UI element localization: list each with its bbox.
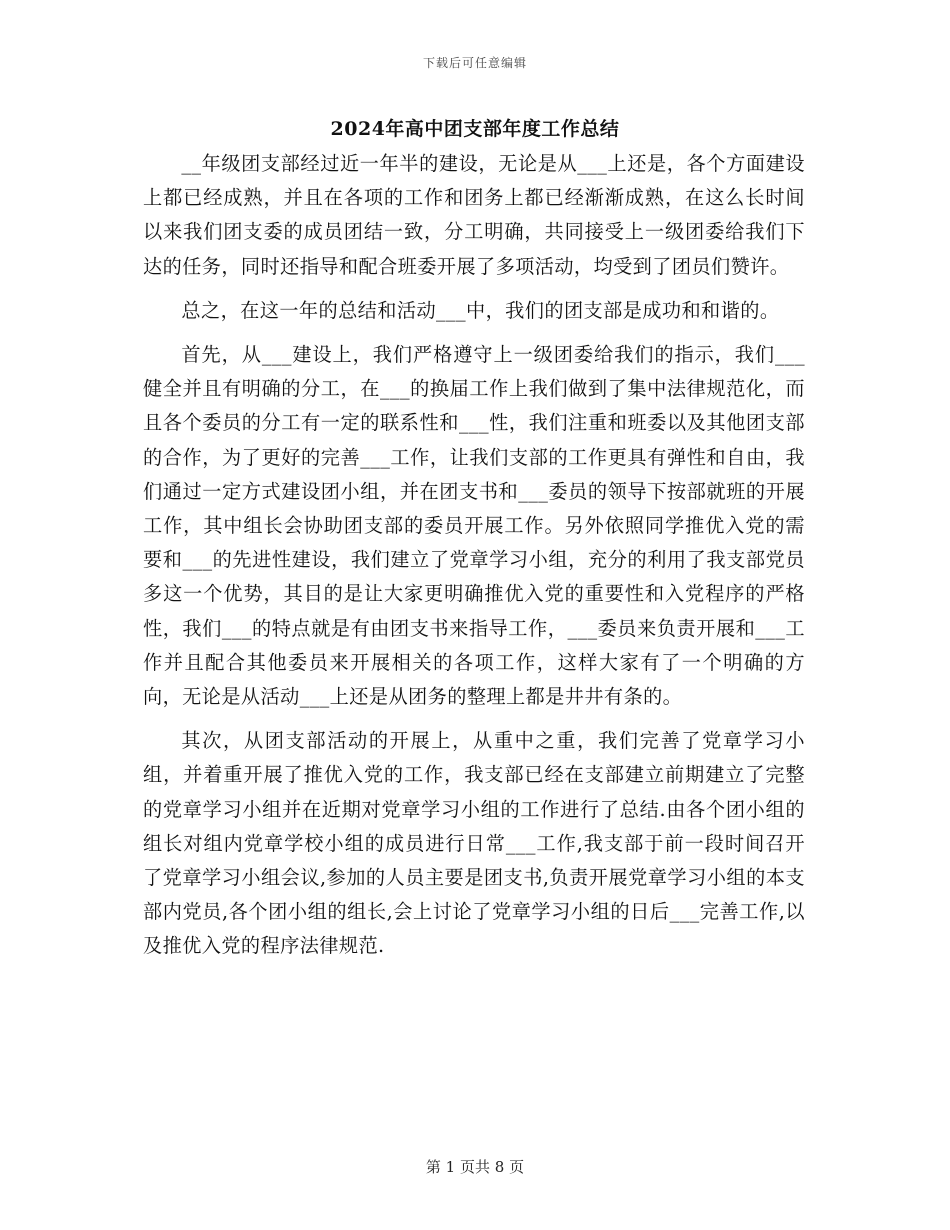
paragraph-3: 首先，从___建设上，我们严格遵守上一级团委给我们的指示，我们___健全并且有明确的分工，在___的换届工作上我们做到了集中法律规范化，而且各个委员的分工有一定的联系性和___性，我们注重和班委以及其他团支部的合作，为了更好的完善___工作，让我们支部的工作更具有弹性和自由，我们通过一定方式建设团小组，并在团支书和___委员的领导下按部就班的开展工作，其中组长会协助团支部的委员开展工作。另外依照同学推优入党的需要和___的先进性建设，我们建立了党章学习小组，充分的利用了我支部党员多这一个优势，其目的是让大家更明确推优入党的重要性和入党程序的严格性，我们___的特点就是有由团支书来指导工作，___委员来负责开展和___工作并且配合其他委员来开展相关的各项工作，这样大家有了一个明确的方向，无论是从活动___上还是从团务的整理上都是井井有条的。	[143, 343, 805, 709]
paragraph-2: 总之，在这一年的总结和活动___中，我们的团支部是成功和和谐的。	[181, 298, 780, 322]
document-title: 2024年高中团支部年度工作总结	[330, 118, 620, 140]
page-number: 第 1 页共 8 页	[425, 1158, 525, 1176]
paragraph-1: __年级团支部经过近一年半的建设，无论是从___上还是，各个方面建设上都已经成熟，并且在各项的工作和团务上都已经渐渐成熟，在这么长时间以来我们团支委的成员团结一致，分工明确，共同接受上一级团委给我们下达的任务，同时还指导和配合班委开展了多项活动，均受到了团员们赞许。	[143, 152, 805, 278]
paragraph-4: 其次，从团支部活动的开展上，从重中之重，我们完善了党章学习小组，并着重开展了推优入党的工作，我支部已经在支部建立前期建立了完整的党章学习小组并在近期对党章学习小组的工作进行了总结.由各个团小组的组长对组内党章学校小组的成员进行日常___工作,我支部于前一段时间召开了党章学习小组会议,参加的人员主要是团支书,负责开展党章学习小组的本支部内党员,各个团小组的组长,会上讨论了党章学习小组的日后___完善工作,以及推优入党的程序法律规范.	[143, 729, 805, 958]
header-note: 下载后可任意编辑	[422, 56, 527, 70]
document-body	[143, 147, 805, 974]
